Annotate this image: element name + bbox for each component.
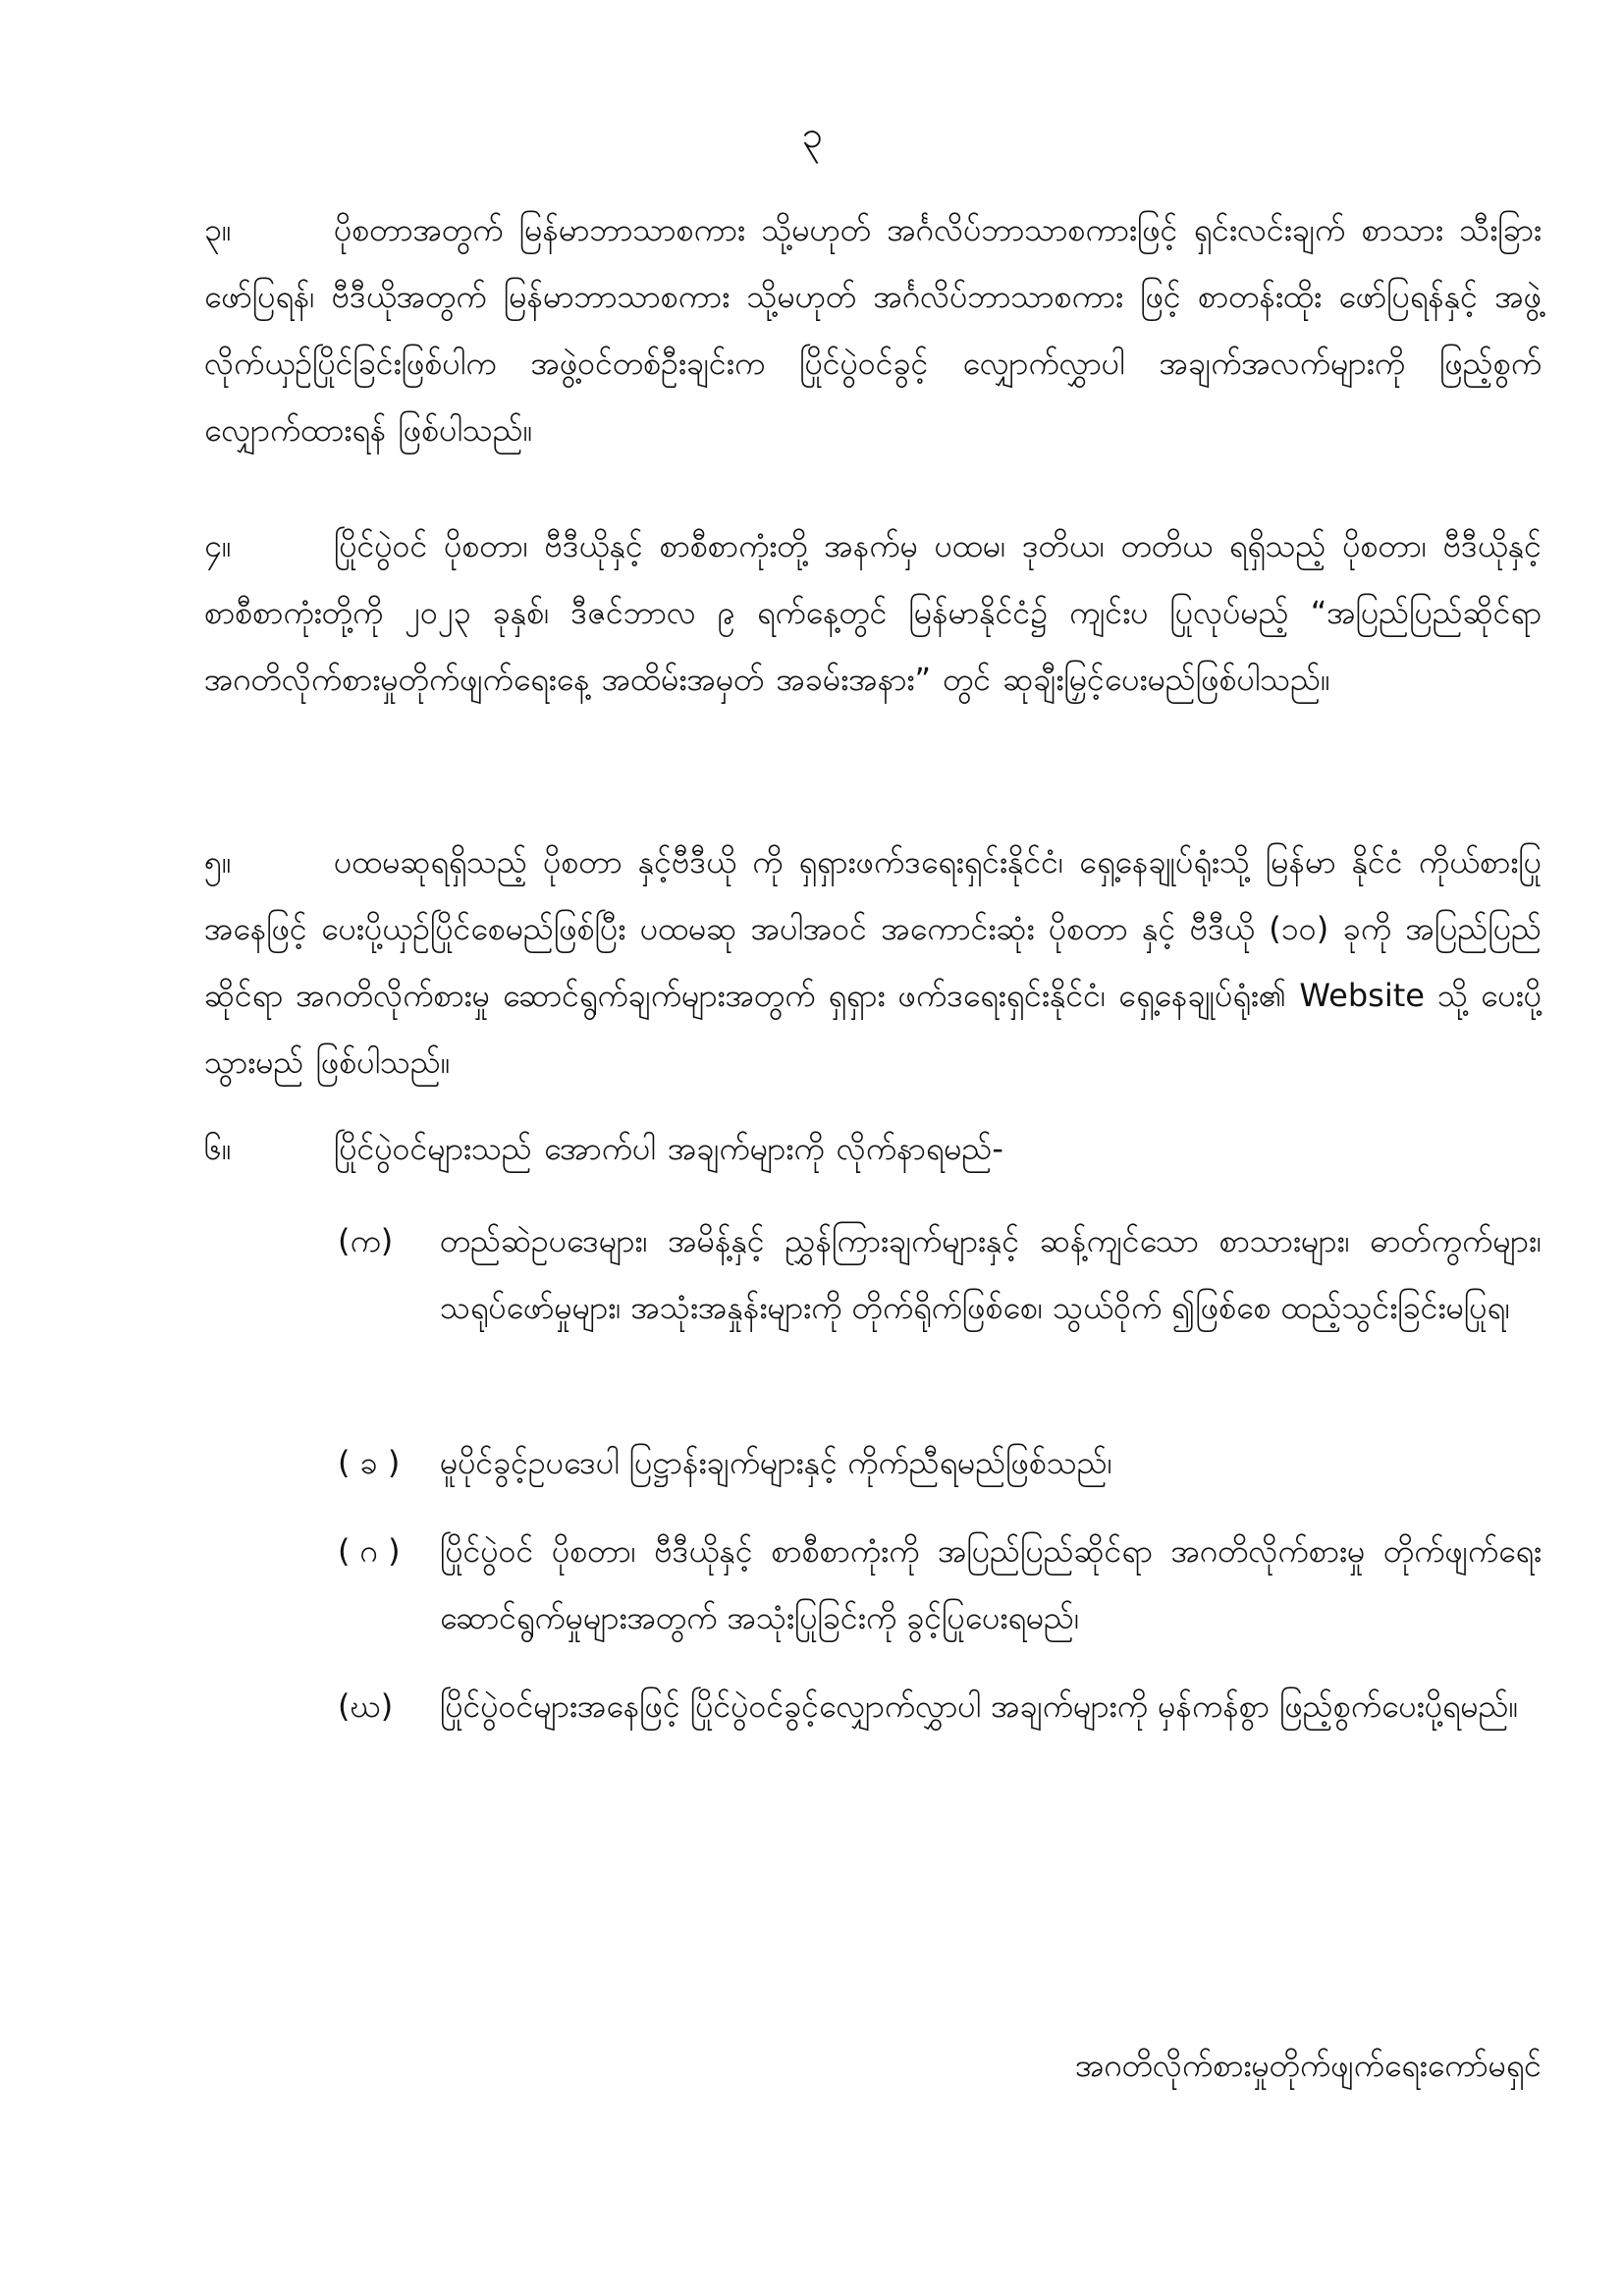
- subitem-text: ပြိုင်ပွဲဝင်များအနေဖြင့် ပြိုင်ပွဲဝင်ခွင့်လျှောက်လွှာပါ အချက်များကို မှန်ကန်စွာ ဖြည့်စွက်ပေးပို့ရမည်။: [440, 1687, 1519, 1725]
- subitem-text: တည်ဆဲဥပဒေများ၊ အမိန့်နှင့် ညွှန်ကြားချက်များနှင့် ဆန့်ကျင်သော စာသားများ၊ ဓာတ်ကွက်များ၊ သရုပ်ဖော်မှုများ၊ အသုံးအနှုန်းများကို တိုက်ရိုက်ဖြစ်စေ၊ သွယ်ဝိုက် ၍ဖြစ်စေ ထည့်သွင်းခြင်းမပြုရ၊: [440, 1222, 1542, 1326]
- subitem-gha: [338, 1673, 1542, 1739]
- paragraph-text: ပထမဆုရရှိသည့် ပိုစတာ နှင့်ဗီဒီယို ကို ရှရှားဖက်ဒရေးရှင်းနိုင်ငံ၊ ရှေ့နေချုပ်ရုံးသို့ မြန်မာ နိုင်ငံ ကိုယ်စားပြုအနေဖြင့် ပေးပို့ယှဉ်ပြိုင်စေမည်ဖြစ်ပြီး ပထမဆု အပါအဝင် အကောင်းဆုံး ပိုစတာ နှင့် ဗီဒီယို (၁၀) ခုကို အပြည်ပြည်ဆိုင်ရာ အဂတိလိုက်စားမှု ဆောင်ရွက်ချက်များအတွက် ရှရှား ဖက်ဒရေးရှင်းနိုင်ငံ၊ ရှေ့နေချုပ်ရုံး၏ Website သို့ ပေးပို့သွားမည် ဖြစ်ပါသည်။: [204, 843, 1543, 1081]
- paragraph-number: ၄။: [204, 527, 232, 564]
- paragraph-4: [204, 512, 1542, 713]
- subitem-marker: (ဃ): [338, 1687, 394, 1725]
- paragraph-6: [204, 1115, 1542, 1182]
- paragraph-text: ပိုစတာအတွက် မြန်မာဘာသာစကား သို့မဟုတ် အင်္ဂလိပ်ဘာသာစကားဖြင့် ရှင်းလင်းချက် စာသား သီးခြားဖော်ပြရန်၊ ဗီဒီယိုအတွက် မြန်မာဘာသာစကား သို့မဟုတ် အင်္ဂလိပ်ဘာသာစကား ဖြင့် စာတန်းထိုး ဖော်ပြရန်နှင့် အဖွဲ့လိုက်ယှဉ်ပြိုင်ခြင်းဖြစ်ပါက အဖွဲ့ဝင်တစ်ဦးချင်းက ပြိုင်ပွဲဝင်ခွင့် လျှောက်လွှာပါ အချက်အလက်များကို ဖြည့်စွက်လျှောက်ထားရန် ဖြစ်ပါသည်။: [204, 211, 1542, 449]
- paragraph-text: ပြိုင်ပွဲဝင် ပိုစတာ၊ ဗီဒီယိုနှင့် စာစီစာကုံးတို့ အနက်မှ ပထမ၊ ဒုတိယ၊ တတိယ ရရှိသည့် ပိုစတာ၊ ဗီဒီယိုနှင့် စာစီစာကုံးတို့ကို ၂၀၂၃ ခုနှစ်၊ ဒီဇင်ဘာလ ၉ ရက်နေ့တွင် မြန်မာနိုင်ငံ၌ ကျင်းပ ပြုလုပ်မည့် “အပြည်ပြည်ဆိုင်ရာ အဂတိလိုက်စားမှုတိုက်ဖျက်ရေးနေ့ အထိမ်းအမှတ် အခမ်းအနား” တွင် ဆုချီးမြှင့်ပေးမည်ဖြစ်ပါသည်။: [204, 527, 1543, 698]
- paragraph-3: [204, 196, 1542, 463]
- signature-commission: အဂတိလိုက်စားမှုတိုက်ဖျက်ရေးကော်မရှင်: [1075, 2047, 1542, 2084]
- paragraph-number: ၅။: [204, 843, 232, 881]
- subitem-ka: [338, 1207, 1542, 1341]
- paragraph-text: ပြိုင်ပွဲဝင်များသည် အောက်ပါ အချက်များကို လိုက်နာရမည်-: [334, 1130, 1003, 1167]
- page-number: ၃: [801, 113, 823, 156]
- paragraph-5: [204, 828, 1542, 1095]
- subitem-marker: ( ခ ): [338, 1444, 401, 1481]
- subitem-ga: [338, 1518, 1542, 1651]
- subitem-marker: (က): [338, 1222, 394, 1259]
- subitem-marker: ( ဂ ): [338, 1532, 401, 1570]
- subitem-text: မူပိုင်ခွင့်ဥပဒေပါ ပြဋ္ဌာန်းချက်များနှင့် ကိုက်ညီရမည်ဖြစ်သည်၊: [440, 1444, 1112, 1481]
- subitem-text: ပြိုင်ပွဲဝင် ပိုစတာ၊ ဗီဒီယိုနှင့် စာစီစာကုံးကို အပြည်ပြည်ဆိုင်ရာ အဂတိလိုက်စားမှု တိုက်ဖျက်ရေးဆောင်ရွက်မှုများအတွက် အသုံးပြုခြင်းကို ခွင့်ပြုပေးရမည်၊: [440, 1532, 1542, 1636]
- subitem-kha: [338, 1429, 1542, 1496]
- paragraph-number: ၃။: [204, 211, 232, 248]
- paragraph-number: ၆။: [204, 1130, 232, 1167]
